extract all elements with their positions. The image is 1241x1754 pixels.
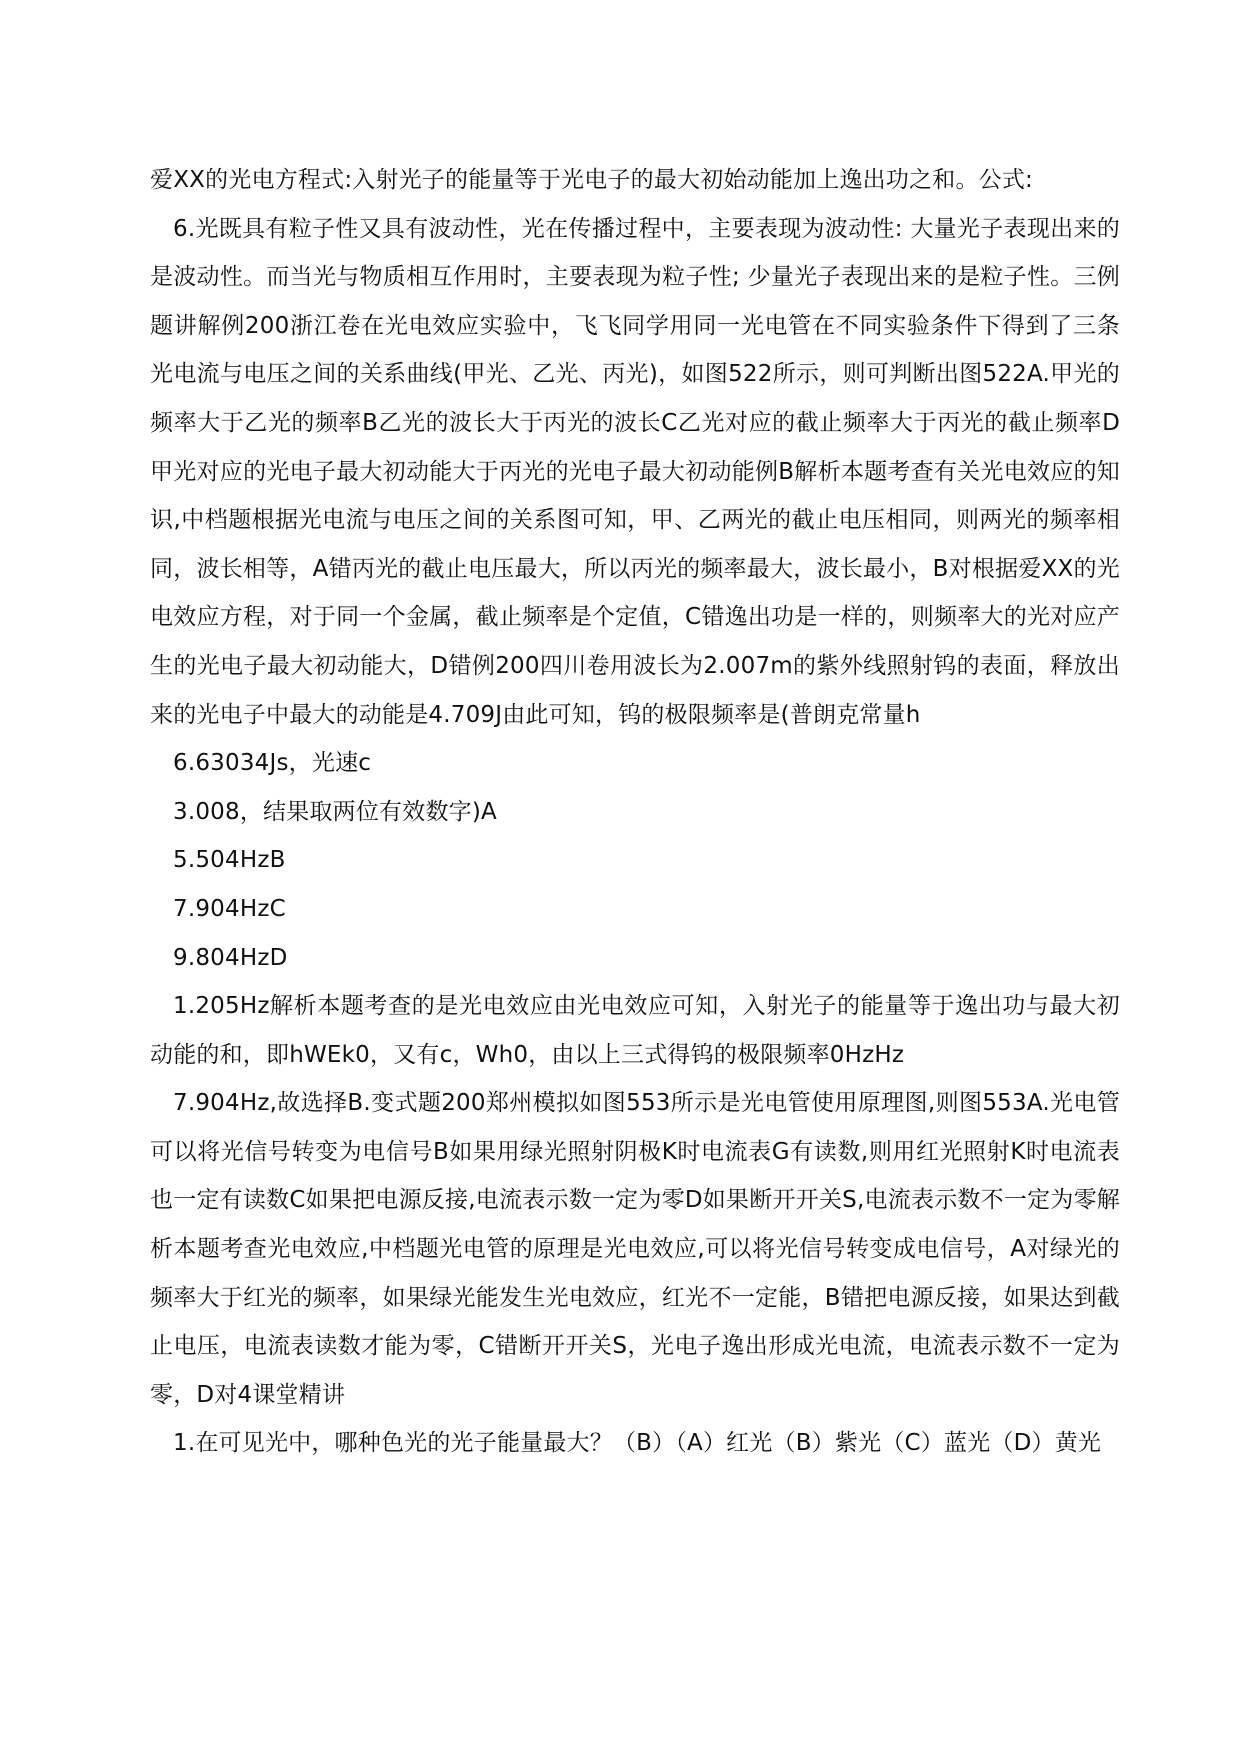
paragraph-option-c: 7.904HzC <box>173 895 286 922</box>
paragraph-einstein-equation: 爱XX的光电方程式:入射光子的能量等于光电子的最大初始动能加上逸出功之和。公式: <box>150 167 1034 193</box>
paragraph-light-speed: 3.008，结果取两位有效数字)A <box>173 798 497 825</box>
paragraph-planck-constant: 6.63034Js，光速c <box>173 750 372 777</box>
paragraph-variant-question: 7.904Hz,故选择B.变式题200郑州模拟如图553所示是光电管使用原理图,则图553A.光电管可以将光信号转变为电信号B如果用绿光照射阴极K时电流表G有读数,则用红光照射K时电流表也一定有读数C如果把电源反接,电流表示数一定为零D如果断开开关S,电流表示数不一定为零解析本题考查光电效应,中档题光电管的原理是光电效应,可以将光信号转变成电信号，A对绿光的频率大于红光的频率，如果绿光能发生光电效应，红光不一定能，B错把电源反接，如果达到截止电压，电流表读数才能为零，C错断开开关S，光电子逸出形成光电流，电流表示数不一定为零，D对4课堂精讲 <box>150 1090 1120 1408</box>
paragraph-wave-particle-and-examples: 6.光既具有粒子性又具有波动性，光在传播过程中，主要表现为波动性: 大量光子表现出来的是波动性。而当光与物质相互作用时，主要表现为粒子性; 少量光子表现出来的是粒子性。三例题讲解例200浙江卷在光电效应实验中，飞飞同学用同一光电管在不同实验条件下得到了三条光电流与电压之间的关系曲线(甲光、乙光、丙光)，如图522所示，则可判断出图522A.甲光的频率大于乙光的频率B乙光的波长大于丙光的波长C乙光对应的截止频率大于丙光的截止频率D甲光对应的光电子最大初动能大于丙光的光电子最大初动能例B解析本题考查有关光电效应的知识,中档题根据光电流与电压之间的关系图可知，甲、乙两光的截止电压相同，则两光的频率相同，波长相等，A错丙光的截止电压最大，所以丙光的频率最大，波长最小，B对根据爱XX的光电效应方程，对于同一个金属，截止频率是个定值，C错逸出功是一样的，则频率大的光对应产生的光电子最大初动能大，D错例200四川卷用波长为2.007m的紫外线照射钨的表面，释放出来的光电子中最大的动能是4.709J由此可知，钨的极限频率是(普朗克常量h <box>150 215 1120 728</box>
paragraph-analysis: 1.205Hz解析本题考查的是光电效应由光电效应可知，入射光子的能量等于逸出功与最大初动能的和，即hWEk0，又有c，Wh0，由以上三式得钨的极限频率0HzHz <box>150 993 1120 1068</box>
paragraph-option-b: 5.504HzB <box>173 847 286 874</box>
document-body <box>150 156 1120 1468</box>
paragraph-question-1: 1.在可见光中，哪种色光的光子能量最大？（B）（A）红光（B）紫光（C）蓝光（D）黄光 <box>173 1430 1102 1457</box>
paragraph-option-d: 9.804HzD <box>173 944 288 971</box>
